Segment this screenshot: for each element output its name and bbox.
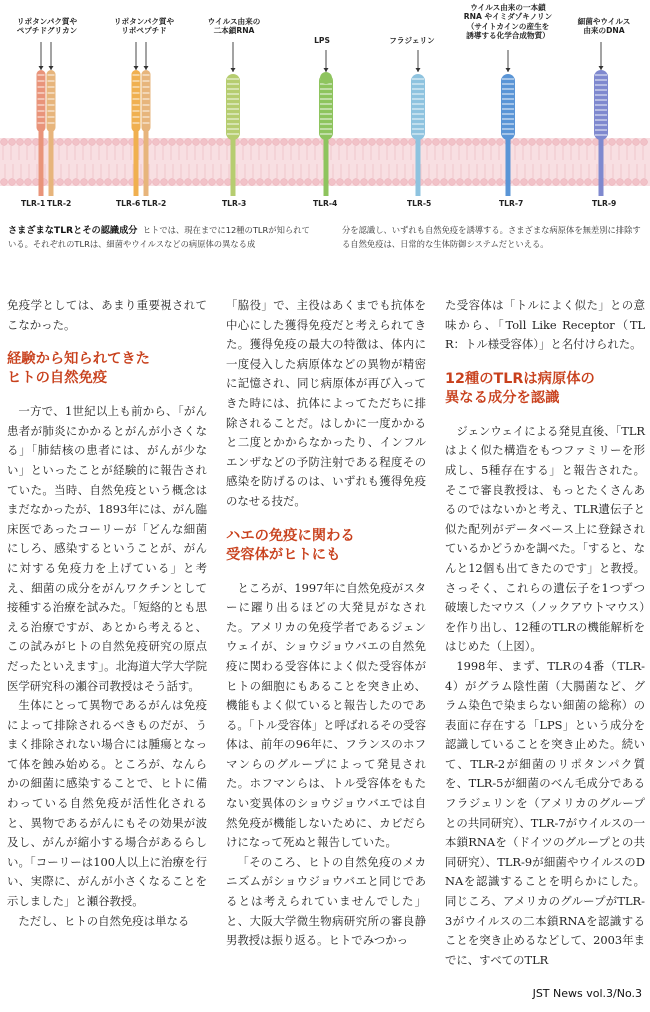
article-column-3 <box>445 296 645 970</box>
paragraph: た受容体は「トルによく似た」との意味から、「Toll Like Receptor（TLR：トル様受容体）」と名付けられた。 <box>445 298 645 352</box>
paragraph: 「脇役」で、主役はあくまでも抗体を中心にした獲得免疫だと考えられてきた。獲得免疫の最大の特徴は、体内に一度侵入した病原体などの異物が精密に記憶され、同じ病原体が再び入ってきた時には、抗体によってただちに排除されることだ。はしかに一度かかると二度とかからなかったり、インフルエンザなどの予防注射である程度その感染を防げるのは、いずれも獲得免疫のなせる技だ。 <box>226 298 426 508</box>
paragraph: ところが、1997年に自然免疫がスターに躍り出るほどの大発見がなされた。アメリカの免疫学者であるジェンウェイが、ショウジョウバエの自然免疫に関わる受容体によく似た受容体がヒトの細胞にもあることを突き止め、機能もよく似ていると報告したのである。「トル受容体」と呼ばれるその受容体は、前年の96年に、フランスのホフマンらのグループによって発見された。ホフマンらは、トル受容体をもたない変異体のショウジョウバエでは自然免疫が機能しないために、カビだらけになって死ぬと報告していた。 <box>226 580 426 850</box>
ligand-label-7: 細菌やウイルス 由来のDNA <box>577 17 631 36</box>
figure-caption-right: 分を認識し、いずれも自然免疫を誘導する。さまざまな病原体を無差別に排除する自然免疫は、日常的な生体防御システムだといえる。 <box>342 225 641 249</box>
receptor-tlr7: TLR-7 <box>499 199 524 208</box>
receptor-tlr3: TLR-3 <box>222 199 247 208</box>
paragraph: 生体にとって異物であるがんは免疫によって排除されるべきものだが、うまく排除されない場合には腫瘍となって体を蝕み始める。ところが、なんらかの細菌に感染することで、ヒトに備わっている自然免疫が活性化されると、異物であるがんにもその効果が波及し、がんが縮小する場合があるらしい。「コーリーは100人以上に治療を行い、実際に、がんが小さくなることを示しました」と瀬谷教授。 <box>7 698 207 909</box>
footer-issue-label: JST News vol.3/No.3 <box>532 987 642 1000</box>
receptor-tlr5: TLR-5 <box>407 199 432 208</box>
paragraph: 一方で、1世紀以上も前から、「がん患者が肺炎にかかるとがんが小さくなる」「肺結核の患者には、がんが少ない」といったことが経験的に報告されていた。当時、自然免疫という概念はまだなかったが、1893年には、がん臨床医であったコーリーが「どんな細菌にしろ、感染するということが、がんに対する免疫力を上げている」と考え、細菌の成分をがんワクチンとして接種する治療を試みた。「短絡的とも思える治療ですが、あとから考えると、この試みがヒトの自然免疫研究の原点だったといえます」。北海道大学大学院医学研究科の瀬谷司教授はそう話す。 <box>7 404 207 693</box>
ligand-label-6: ウイルス由来の一本鎖 RNA やイミダゾキノリン （サイトカインの産生を 誘導する化学合成物質） <box>463 3 553 41</box>
ligand-label-2: リポタンパク質や リポペプチド <box>113 17 175 36</box>
figure-caption-title: さまざまなTLRとその認識成分 <box>8 225 138 236</box>
ligand-label-1: リポタンパク質や ペプチドグリカン <box>16 17 78 36</box>
article-column-1 <box>7 296 207 931</box>
tlr-figure <box>0 0 650 262</box>
paragraph: 「そのころ、ヒトの自然免疫のメカニズムがショウジョウバエと同じであるとは考えられていませんでした」と、大阪大学微生物病研究所の審良静男教授は振り返る。ヒトでみつかっ <box>226 854 426 948</box>
section-heading: ハエの免疫に関わる 受容体がヒトにも <box>226 527 355 563</box>
figure-caption-left-text: ヒトでは、現在までに12種のTLRが知られている。それぞれのTLRは、細菌やウイルスなどの病原体の異なる成 <box>8 225 310 249</box>
receptor-tlr1: TLR-1 <box>21 199 46 208</box>
paragraph: ジェンウェイによる発見直後、「TLRはよく似た構造をもつファミリーを形成し、5種存在する」と報告された。そこで審良教授は、もっとたくさんあるのではないかと考え、TLR遺伝子と似た配列がデータベース上に登録されているかどうかを調べた。「すると、なんと12個も出てきたのです」と教授。さっそく、これらの遺伝子を1つずつ破壊したマウス（ノックアウトマウス）を作り出し、12種のTLRの機能解析をはじめた（上図）。 <box>445 423 645 654</box>
receptor-tlr6: TLR-6 <box>116 199 141 208</box>
paragraph: ただし、ヒトの自然免疫は単なる <box>18 913 190 928</box>
receptor-tlr4: TLR-4 <box>313 199 338 208</box>
ligand-label-4: LPS <box>314 36 330 45</box>
receptor-tlr2b: TLR-2 <box>142 199 167 208</box>
article-column-2 <box>226 296 426 951</box>
ligand-label-3: ウイルス由来の 二本鎖RNA <box>207 17 261 36</box>
lps-marker <box>320 72 332 84</box>
figure-caption-left <box>8 224 313 251</box>
receptor-tlr2: TLR-2 <box>47 199 72 208</box>
paragraph: 1998年、まず、TLRの4番（TLR-4）がグラム陰性菌（大腸菌など、グラム染色で染まらない細菌の総称）の表面に存在する「LPS」という成分を認識していることを突き止めた。続いて、TLR-2が細菌のリポタンパク質を、TLR-5が細菌のべん毛成分であるフラジェリンを（アメリカのグループとの共同研究）、TLR-7がウイルスの一本鎖RNAを（ドイツのグループとの共同研究）、TLR-9が細菌やウイルスのDNAを認識することを明らかにした。同じころ、アメリカのグループがTLR-3がウイルスの二本鎖RNAを認識することを突き止めるなどして、2003年までに、すべてのTLR <box>445 658 645 967</box>
paragraph: 免疫学としては、あまり重要視されてこなかった。 <box>7 298 207 332</box>
section-heading: 経験から知られてきた ヒトの自然免疫 <box>7 351 150 387</box>
section-heading: 12種のTLRは病原体の 異なる成分を認識 <box>445 370 595 406</box>
ligand-label-5: フラジェリン <box>389 36 435 45</box>
receptor-tlr9: TLR-9 <box>592 199 617 208</box>
